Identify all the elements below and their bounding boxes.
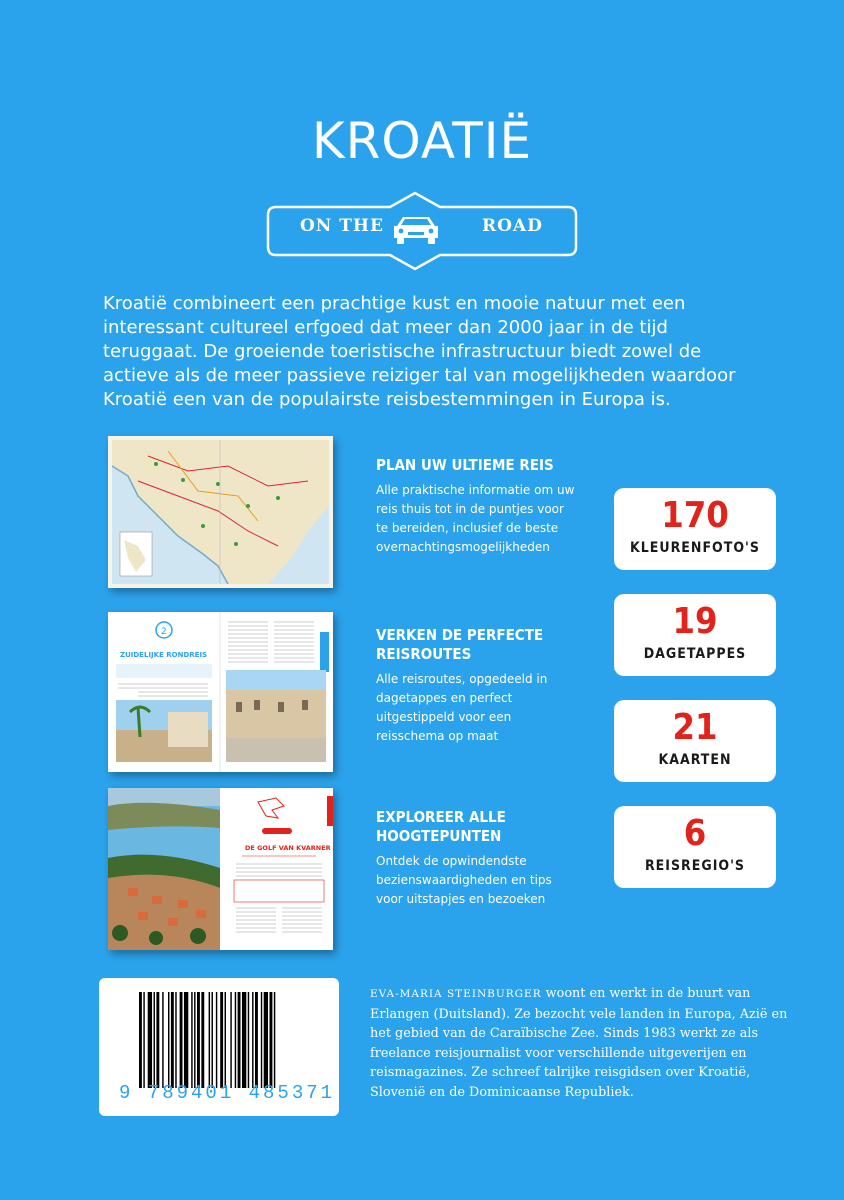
stat-photos [614,488,776,570]
on-the-road-badge [264,190,580,272]
route-label: ZUIDELIJKE RONDREIS [120,651,208,659]
feature-routes-heading: VERKEN DE PERFECTE REISROUTES [376,626,544,663]
feature-highlights-heading: EXPLOREER ALLE HOOGTEPUNTEN [376,808,506,845]
car-icon [394,217,438,244]
svg-text:2: 2 [161,627,167,637]
badge-right-text: ROAD [482,216,543,236]
stat-stages [614,594,776,676]
author-bio-text: woont en werkt in de buurt van Erlangen (Duitsland). Ze bezocht vele landen in Europa, Azië en het gebied van de Caraïbische Zee. Sinds 1983 werkt ze als freelance reisjournalist voor verschillende uitgeverijen en reismagazines. Ze schreef talrijke reisgidsen over Kroatië, Slovenië en de Dominicaanse Republiek. [370,986,788,1100]
region-spread-preview [108,788,333,950]
feature-plan-text: Alle praktische informatie om uw reis thuis tot in de puntjes voor te bereiden, inclusief de beste overnachtingsmogelijkheden [376,483,575,554]
feature-routes [376,626,576,746]
feature-plan [376,456,576,557]
stat-number: 21 [672,707,718,748]
stat-label: KAARTEN [658,752,732,768]
region-label: DE GOLF VAN KVARNER [245,844,331,852]
stat-number: 6 [683,813,707,854]
stat-number: 170 [661,495,729,536]
feature-plan-heading: PLAN UW ULTIEME REIS [376,456,554,474]
stat-label: KLEURENFOTO'S [629,540,760,556]
stat-number: 19 [672,601,718,642]
isbn-barcode [99,978,339,1116]
author-bio [370,984,790,1102]
stat-label: DAGETAPPES [643,646,747,662]
stat-regions [614,806,776,888]
feature-routes-text: Alle reisroutes, opgedeeld in dagetappes en perfect uitgestippeld voor een reisschema op maat [376,672,548,743]
barcode-bars [139,992,315,1088]
map-spread-preview [108,436,333,588]
book-title: KROATIË [311,112,533,170]
route-spread-preview [108,612,333,772]
feature-highlights [376,808,576,909]
feature-highlights-text: Ontdek de opwindendste bezienswaardigheden en tips voor uitstapjes en bezoeken [376,854,552,906]
intro-paragraph: Kroatië combineert een prachtige kust en mooie natuur met een interessant cultureel erfgoed dat meer dan 2000 jaar in de tijd teruggaat. De groeiende toeristische infrastructuur biedt zowel de actieve als de meer passieve reiziger tal van mogelijkheden waardoor Kroatië een van de populairste reisbestemmingen in Europa is. [103,293,736,410]
stat-maps [614,700,776,782]
isbn-number: 9 789401 485371 [119,1082,336,1104]
stat-label: REISREGIO'S [644,858,746,874]
author-name: EVA-MARIA STEINBURGER [370,988,542,1000]
badge-left-text: ON THE [300,216,384,236]
